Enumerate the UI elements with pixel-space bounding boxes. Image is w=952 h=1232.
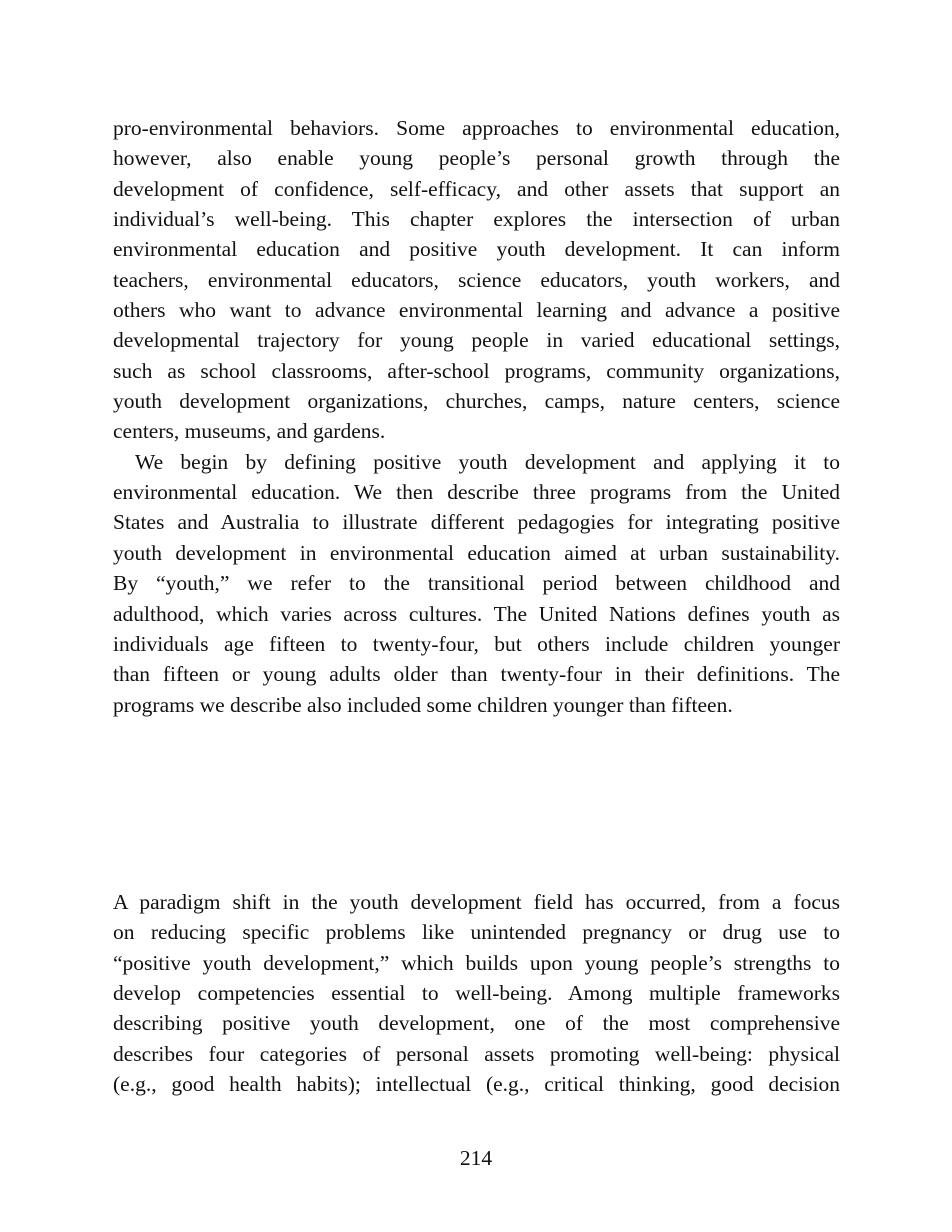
text-line: A paradigm shift in the youth development field has occurred, from a focus bbox=[113, 890, 840, 914]
text-line: individual’s well-being. This chapter explores the intersection of urban bbox=[113, 207, 840, 232]
text-line: By “youth,” we refer to the transitional period between childhood and bbox=[113, 571, 840, 596]
text-block-top bbox=[113, 113, 840, 720]
text-line: development of confidence, self-efficacy, and other assets that support an bbox=[113, 176, 840, 201]
text-line: pro-environmental behaviors. Some approaches to environmental education, bbox=[113, 116, 840, 140]
text-line: We begin by defining positive youth development and applying it to bbox=[135, 449, 840, 474]
text-line: than fifteen or young adults older than twenty-four in their definitions. The bbox=[113, 662, 840, 687]
paragraph-3 bbox=[113, 887, 840, 1099]
text-line: adulthood, which varies across cultures. The United Nations defines youth as bbox=[113, 601, 840, 626]
text-line: teachers, environmental educators, science educators, youth workers, and bbox=[113, 267, 840, 292]
text-line: describing positive youth development, one of the most comprehensive bbox=[113, 1011, 840, 1036]
page-number: 214 bbox=[459, 1146, 493, 1170]
text-line: programs we describe also included some children younger than fifteen. bbox=[113, 692, 733, 717]
text-line: centers, museums, and gardens. bbox=[113, 419, 386, 444]
text-line: (e.g., good health habits); intellectual (e.g., critical thinking, good decision bbox=[113, 1072, 840, 1097]
text-line: on reducing specific problems like unintended pregnancy or drug use to bbox=[113, 920, 840, 945]
text-line: youth development in environmental education aimed at urban sustainability. bbox=[113, 540, 840, 565]
text-line: others who want to advance environmental learning and advance a positive bbox=[113, 298, 840, 323]
paragraph-2 bbox=[113, 447, 840, 720]
text-line: environmental education. We then describe three programs from the United bbox=[113, 480, 840, 505]
text-block-bottom bbox=[113, 887, 840, 1099]
text-line: developmental trajectory for young people in varied educational settings, bbox=[113, 328, 840, 353]
text-line: describes four categories of personal assets promoting well-being: physical bbox=[113, 1041, 840, 1066]
text-line: such as school classrooms, after-school programs, community organizations, bbox=[113, 358, 840, 383]
text-line: youth development organizations, churches, camps, nature centers, science bbox=[113, 389, 840, 414]
paragraph-1 bbox=[113, 113, 840, 447]
text-line: however, also enable young people’s personal growth through the bbox=[113, 146, 840, 171]
text-line: develop competencies essential to well-being. Among multiple frameworks bbox=[113, 981, 840, 1006]
text-line: “positive youth development,” which builds upon young people’s strengths to bbox=[113, 950, 840, 975]
text-line: States and Australia to illustrate different pedagogies for integrating positive bbox=[113, 510, 840, 535]
text-line: environmental education and positive youth development. It can inform bbox=[113, 237, 840, 262]
text-line: individuals age fifteen to twenty-four, but others include children younger bbox=[113, 631, 840, 656]
